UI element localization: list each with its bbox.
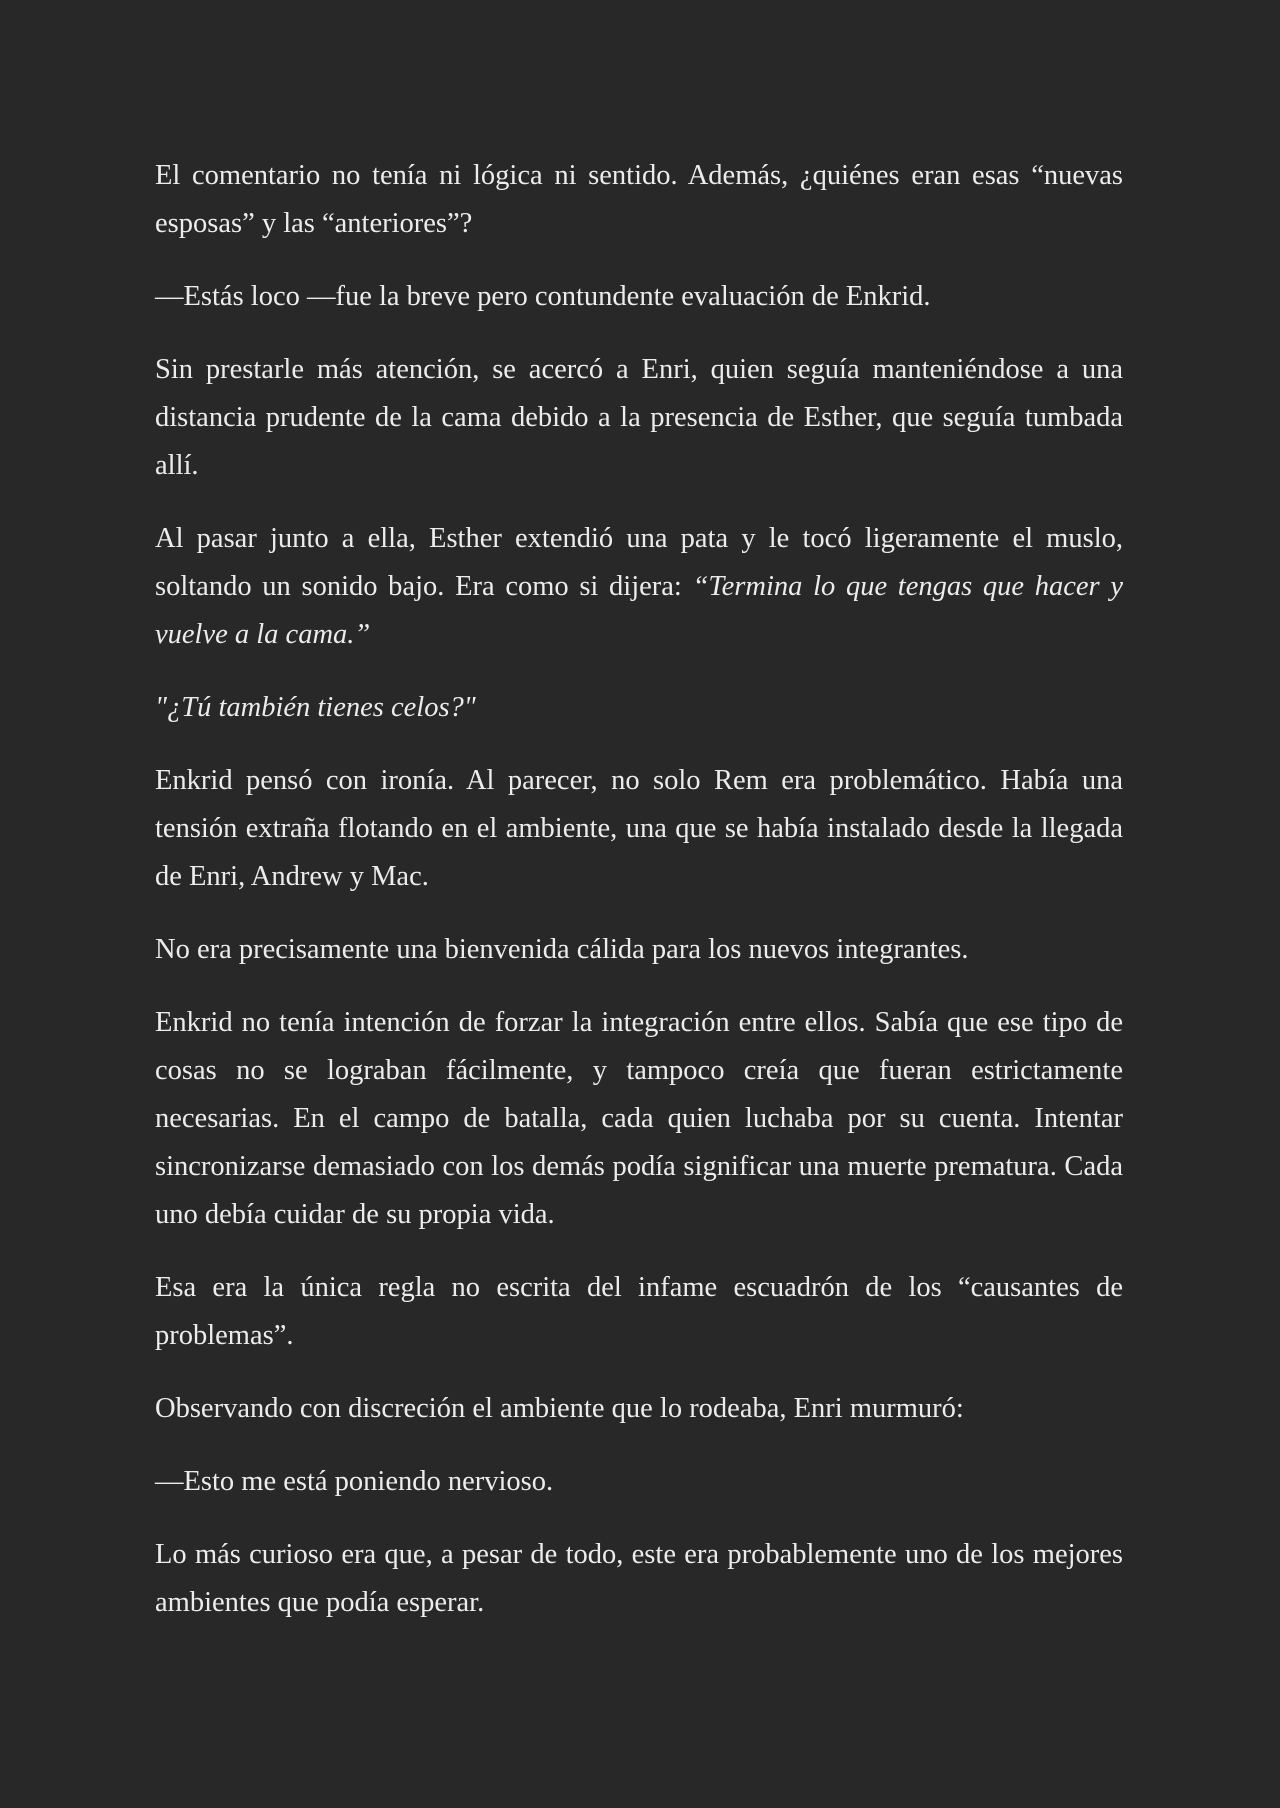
paragraph-12 [155,1531,1123,1627]
paragraph-2 [155,273,1123,321]
paragraph-3-text: Sin prestarle más atención, se acercó a Enri, quien seguía manteniéndose a una distancia prudente de la cama debido a la presencia de Esther, que seguía tumbada allí. [155,354,1123,481]
paragraph-12-text: Lo más curioso era que, a pesar de todo, este era probablemente uno de los mejores ambientes que podía esperar. [155,1539,1123,1618]
paragraph-8-text: Enkrid no tenía intención de forzar la integración entre ellos. Sabía que ese tipo de cosas no se lograban fácilmente, y tampoco creía que fueran estrictamente necesarias. En el campo de batalla, cada quien luchaba por su cuenta. Intentar sincronizarse demasiado con los demás podía significar una muerte prematura. Cada uno debía cuidar de su propia vida. [155,1007,1123,1230]
paragraph-4 [155,515,1123,659]
paragraph-11-text: —Esto me está poniendo nervioso. [155,1466,554,1497]
paragraph-10-text: Observando con discreción el ambiente que lo rodeaba, Enri murmuró: [155,1393,964,1424]
paragraph-9 [155,1264,1123,1360]
paragraph-10 [155,1385,1123,1433]
paragraph-3 [155,346,1123,490]
reader-page [155,152,1123,1627]
paragraph-8 [155,999,1123,1239]
paragraph-2-text: —Estás loco —fue la breve pero contundente evaluación de Enkrid. [155,281,931,312]
paragraph-4-text: Al pasar junto a ella, Esther extendió una pata y le tocó ligeramente el muslo, soltando un sonido bajo. Era como si dijera: [155,523,1123,602]
paragraph-1-text: El comentario no tenía ni lógica ni sentido. Además, ¿quiénes eran esas “nuevas esposas” y las “anteriores”? [155,160,1123,239]
paragraph-5-italic-thought: "¿Tú también tienes celos?" [155,692,476,723]
paragraph-7-text: No era precisamente una bienvenida cálida para los nuevos integrantes. [155,934,969,965]
paragraph-9-text: Esa era la única regla no escrita del infame escuadrón de los “causantes de problemas”. [155,1272,1123,1351]
paragraph-6-text: Enkrid pensó con ironía. Al parecer, no solo Rem era problemático. Había una tensión extraña flotando en el ambiente, una que se había instalado desde la llegada de Enri, Andrew y Mac. [155,765,1123,892]
paragraph-4-italic-quote: “Termina lo que tengas que hacer y vuelve a la cama.” [155,571,1124,650]
paragraph-7 [155,926,1123,974]
paragraph-5 [155,684,1123,732]
paragraph-1 [155,152,1123,248]
paragraph-11 [155,1458,1123,1506]
paragraph-6 [155,757,1123,901]
